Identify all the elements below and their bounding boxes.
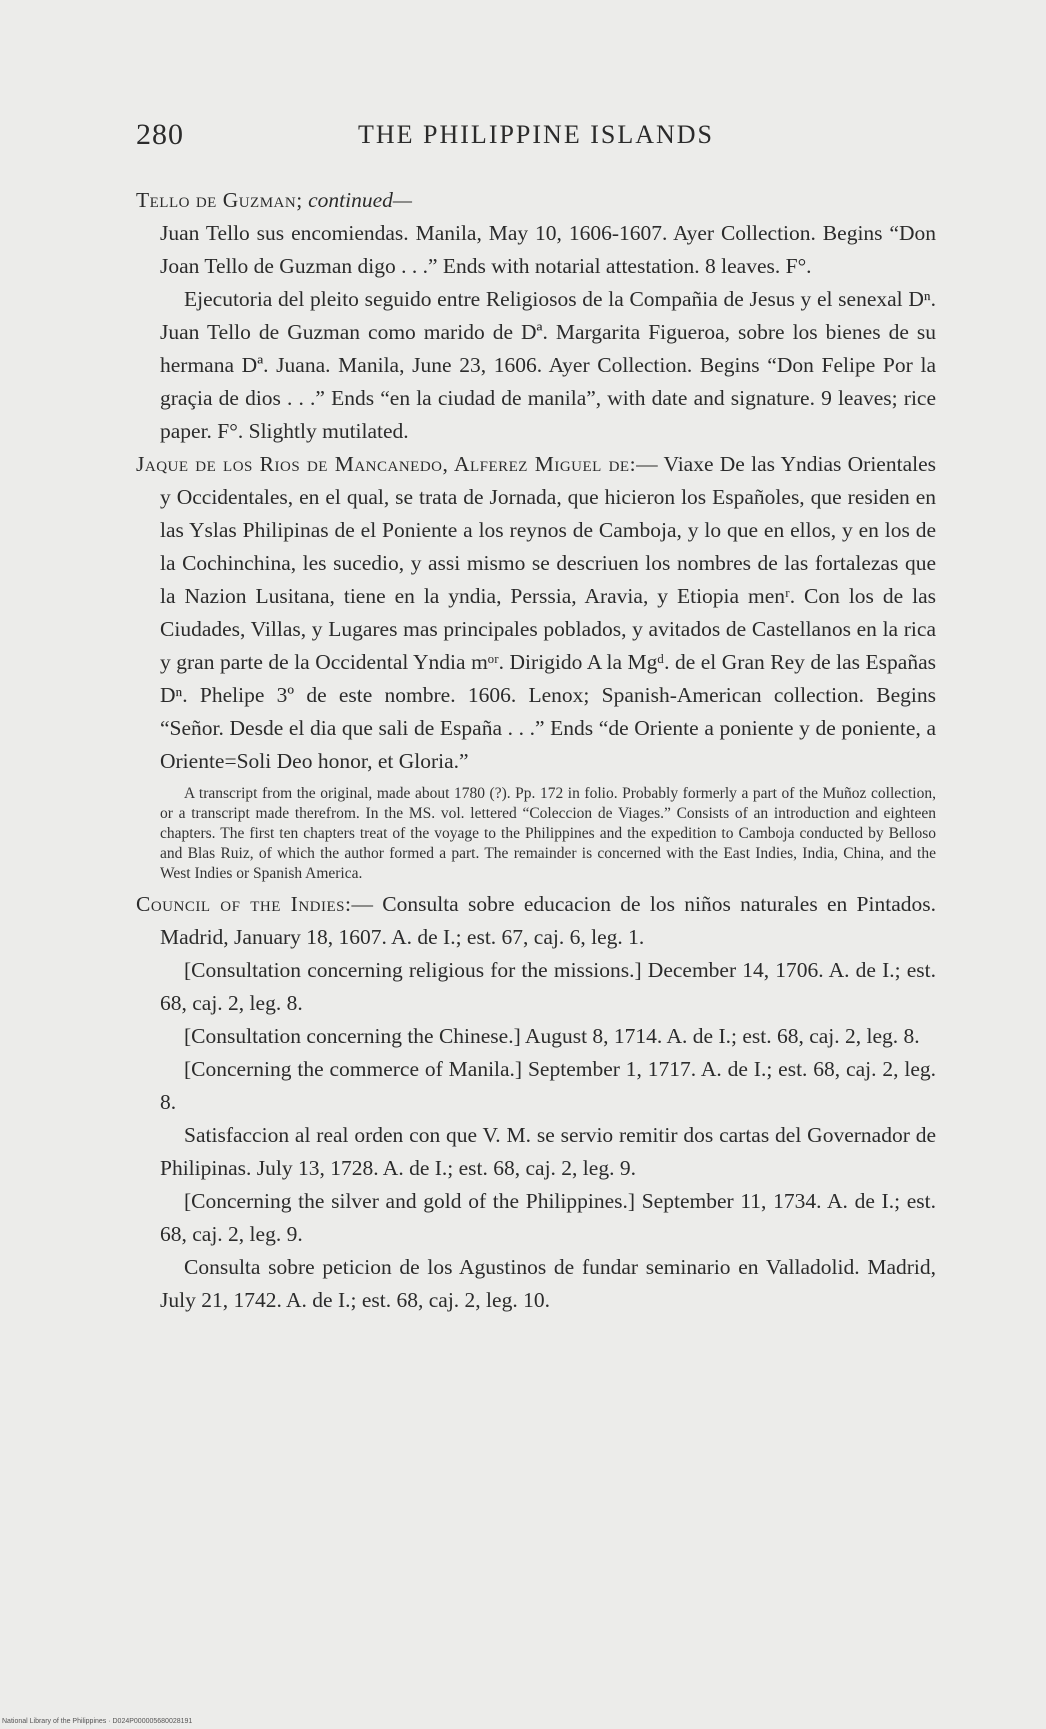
tello-entry-2: Ejecutoria del pleito seguido entre Religiosos de la Compañia de Jesus y el senexal Dⁿ. Juan Tello de Guzman como marido de Dª. Margarita Figueroa, sobre los bienes de su hermana Dª. Juana. Manila, June 23, 1606. Ayer Collection. Begins “Don Felipe Por la graçia de dios . . .” Ends “en la ciudad de manila”, with date and signature. 9 leaves; rice paper. F°. Slightly mutilated.: [160, 287, 936, 443]
tello-heading: [136, 184, 936, 217]
council-entry-6: [Concerning the silver and gold of the Philippines.] September 11, 1734. A. de I.; est. 68, caj. 2, leg. 9.: [160, 1189, 936, 1246]
tello-heading-name: Tello de Guzman;: [136, 188, 303, 212]
council-entry-4: [Concerning the commerce of Manila.] September 1, 1717. A. de I.; est. 68, caj. 2, leg. 8.: [160, 1057, 936, 1114]
council-entry-5: Satisfaccion al real orden con que V. M. se servio remitir dos cartas del Governador de Philipinas. July 13, 1728. A. de I.; est. 68, caj. 2, leg. 9.: [160, 1123, 936, 1180]
tello-heading-continued: continued—: [308, 188, 412, 212]
jaque-description: — Viaxe De las Yndias Orientales y Occidentales, en el qual, se trata de Jornada, que hicieron los Españoles, que residen en las Yslas Philipinas de el Poniente a los reynos de Camboja, y lo que en ellos, y en los de la Cochinchina, les sucedio, y assi mismo se descriuen los nombres de las fortalezas que la Nazion Lusitana, tiene en la yndia, Perssia, Aravia, y Etiopia menʳ. Con los de las Ciudades, Villas, y Lugares mas principales poblados, y avitados de Castellanos en la rica y gran parte de la Occidental Yndia mᵒʳ. Dirigido A la Mgᵈ. de el Gran Rey de las Españas Dⁿ. Phelipe 3º de este nombre. 1606. Lenox; Spanish-American collection. Begins “Señor. Desde el dia que sali de España . . .” Ends “de Oriente a poniente y de poniente, a Oriente=Soli Deo honor, et Gloria.”: [160, 452, 936, 773]
library-stamp: National Library of the Philippines · D024P000005680028191: [2, 1718, 193, 1725]
jaque-author: Jaque de los Rios de Mancanedo, Alferez Miguel de:: [136, 452, 637, 476]
council-author: Council of the Indies:: [136, 892, 352, 916]
council-entry-2: [Consultation concerning religious for the missions.] December 14, 1706. A. de I.; est. 68, caj. 2, leg. 8.: [160, 958, 936, 1015]
page-number: 280: [136, 118, 184, 151]
jaque-note: A transcript from the original, made about 1780 (?). Pp. 172 in folio. Probably formerly a part of the Muñoz collection, or a transcript made therefrom. In the MS. vol. lettered “Coleccion de Viages.” Consists of an introduction and eighteen chapters. The first ten chapters treat of the voyage to the Philippines and the expedition to Camboja conducted by Belloso and Blas Ruiz, of which the author formed a part. The remainder is concerned with the East Indies, India, China, and the West Indies or Spanish America.: [160, 785, 936, 882]
council-entry-7: Consulta sobre peticion de los Agustinos de fundar seminario en Valladolid. Madrid, July 21, 1742. A. de I.; est. 68, caj. 2, leg. 10.: [160, 1255, 936, 1312]
page-header: [136, 118, 936, 158]
council-entry-3: [Consultation concerning the Chinese.] August 8, 1714. A. de I.; est. 68, caj. 2, leg. 8.: [184, 1024, 920, 1048]
council-entry-1: [136, 888, 936, 954]
page-body: [136, 184, 936, 1317]
tello-entry-1: Juan Tello sus encomiendas. Manila, May 10, 1606-1607. Ayer Collection. Begins “Don Joan Tello de Guzman digo . . .” Ends with notarial attestation. 8 leaves. F°.: [160, 221, 936, 278]
running-title: THE PHILIPPINE ISLANDS: [358, 120, 714, 149]
jaque-entry: [136, 448, 936, 778]
council-entry-1-text: — Consulta sobre educacion de los niños naturales en Pintados. Madrid, January 18, 1607. A. de I.; est. 67, caj. 6, leg. 1.: [160, 892, 936, 949]
